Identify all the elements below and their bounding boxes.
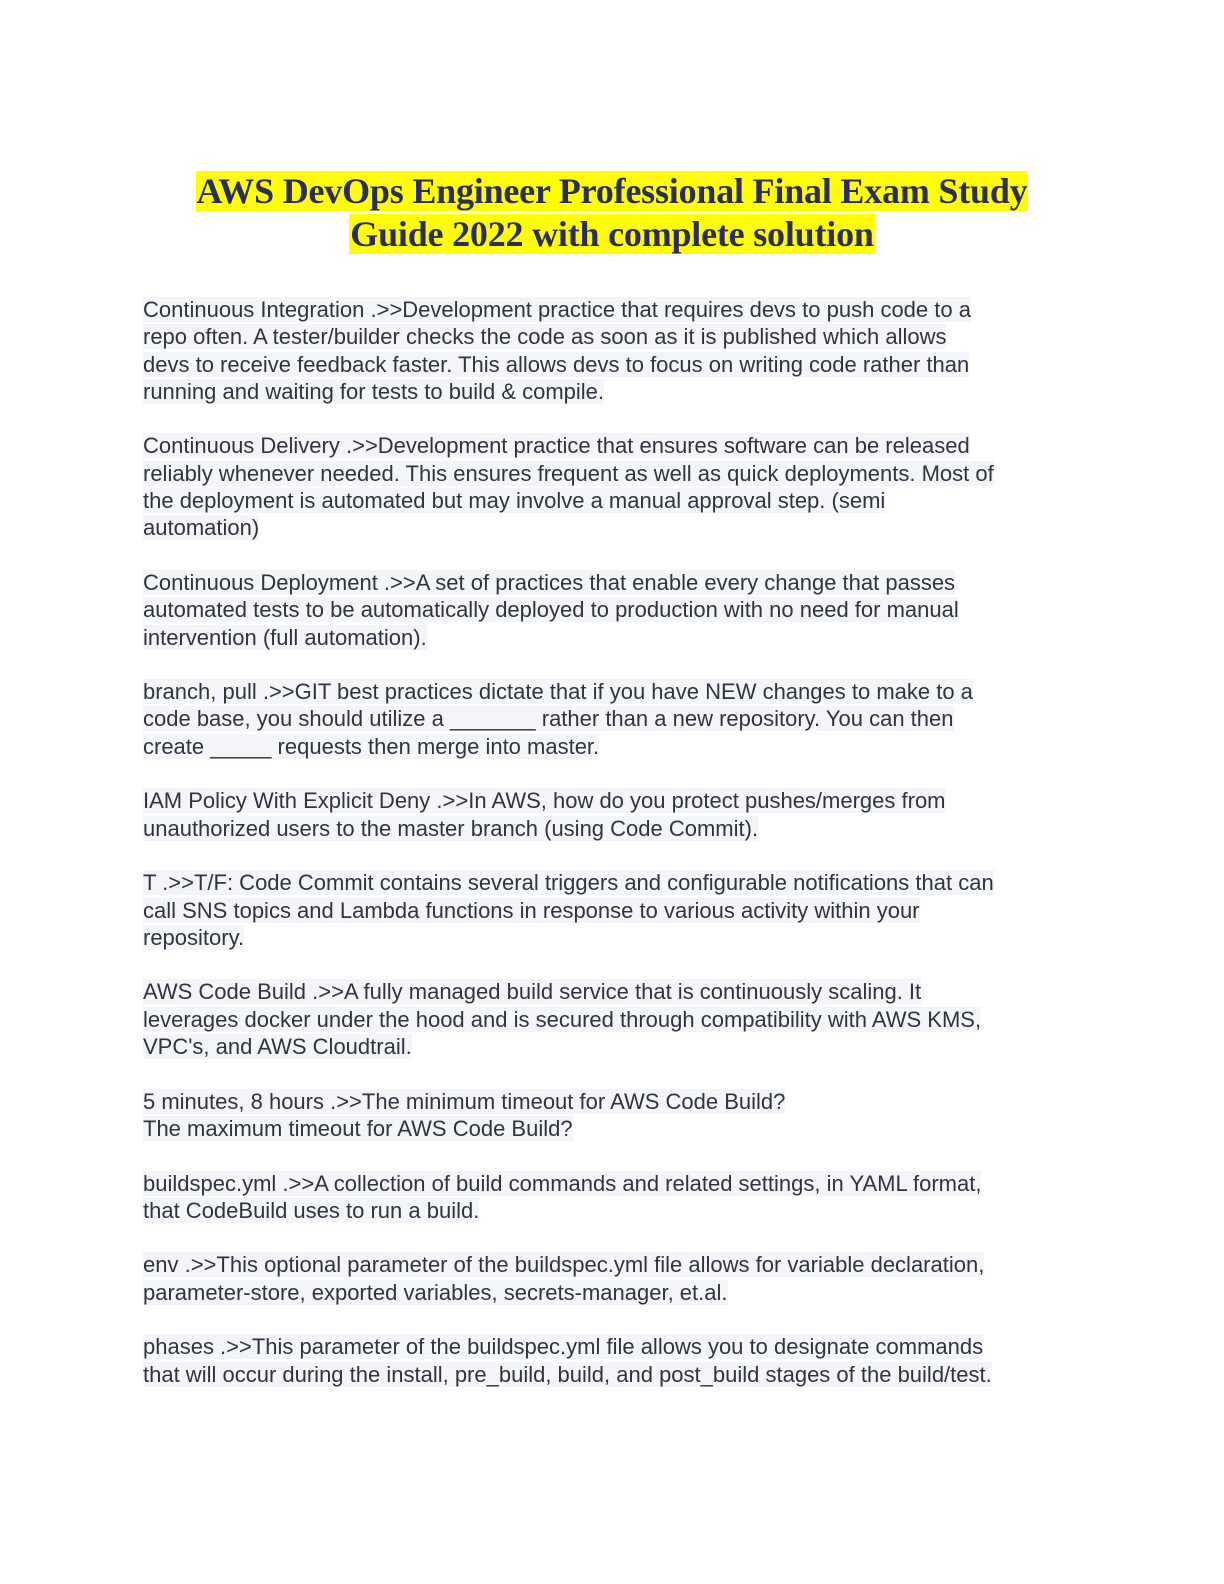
entry-continuous-integration <box>143 296 1083 405</box>
entry-text-line: reliably whenever needed. This ensures frequent as well as quick deployments. Most of <box>143 460 994 486</box>
entry-continuous-delivery <box>143 432 1083 541</box>
entry-env <box>143 1251 1083 1306</box>
entry-code-commit-tf <box>143 869 1083 951</box>
entry-branch-pull <box>143 678 1083 760</box>
entry-buildspec <box>143 1170 1083 1225</box>
entry-text-line: AWS Code Build .>>A fully managed build service that is continuously scaling. It <box>143 979 922 1005</box>
entry-text-line: IAM Policy With Explicit Deny .>>In AWS, how do you protect pushes/merges from <box>143 788 946 814</box>
entry-text-line: repo often. A tester/builder checks the code as soon as it is published which allows <box>143 324 947 350</box>
entry-text-line: code base, you should utilize a _______ rather than a new repository. You can then <box>143 706 954 732</box>
entry-text-line: 5 minutes, 8 hours .>>The minimum timeout for AWS Code Build? <box>143 1088 786 1114</box>
entry-text-line: Continuous Integration .>>Development practice that requires devs to push code to a <box>143 297 971 322</box>
entry-text-line: T .>>T/F: Code Commit contains several triggers and configurable notifications that can <box>143 870 994 896</box>
entry-text-line: repository. <box>143 924 245 950</box>
entry-text-line: Continuous Delivery .>>Development practice that ensures software can be released <box>143 433 970 459</box>
entry-continuous-deployment <box>143 569 1083 651</box>
entry-text-line: that will occur during the install, pre_build, build, and post_build stages of the build/test. <box>143 1361 992 1387</box>
entry-text-line: the deployment is automated but may involve a manual approval step. (semi <box>143 488 886 514</box>
entry-text-line: VPC's, and AWS Cloudtrail. <box>143 1034 412 1060</box>
entry-text-line: automated tests to be automatically deployed to production with no need for manual <box>143 597 959 623</box>
entry-text-line: branch, pull .>>GIT best practices dictate that if you have NEW changes to make to a <box>143 679 973 705</box>
entry-phases <box>143 1333 1083 1388</box>
title-line-1: AWS DevOps Engineer Professional Final Exam Study <box>196 171 1028 211</box>
entry-text-line: leverages docker under the hood and is secured through compatibility with AWS KMS, <box>143 1006 982 1032</box>
document-title <box>100 170 1124 256</box>
entry-text-line: devs to receive feedback faster. This allows devs to focus on writing code rather than <box>143 351 970 377</box>
entry-text-line: call SNS topics and Lambda functions in response to various activity within your <box>143 897 920 923</box>
study-guide-content <box>143 296 1083 1415</box>
entry-text-line: Continuous Deployment .>>A set of practices that enable every change that passes <box>143 569 956 595</box>
entry-text-line: The maximum timeout for AWS Code Build? <box>143 1115 573 1141</box>
entry-iam-policy <box>143 787 1083 842</box>
entry-text-line: parameter-store, exported variables, secrets-manager, et.al. <box>143 1279 728 1305</box>
entry-text-line: phases .>>This parameter of the buildspec.yml file allows you to designate commands <box>143 1334 984 1360</box>
entry-text-line: that CodeBuild uses to run a build. <box>143 1197 480 1223</box>
entry-text-line: running and waiting for tests to build & compile. <box>143 378 605 404</box>
entry-text-line: buildspec.yml .>>A collection of build commands and related settings, in YAML format, <box>143 1170 982 1196</box>
entry-text-line: intervention (full automation). <box>143 624 427 650</box>
entry-code-build-timeout <box>143 1088 1083 1143</box>
entry-text-line: create _____ requests then merge into master. <box>143 733 600 759</box>
entry-aws-code-build <box>143 978 1083 1060</box>
title-line-2: Guide 2022 with complete solution <box>350 214 874 254</box>
entry-text-line: unauthorized users to the master branch (using Code Commit). <box>143 815 759 841</box>
entry-text-line: env .>>This optional parameter of the buildspec.yml file allows for variable declaration, <box>143 1252 985 1278</box>
entry-text-line: automation) <box>143 515 260 541</box>
